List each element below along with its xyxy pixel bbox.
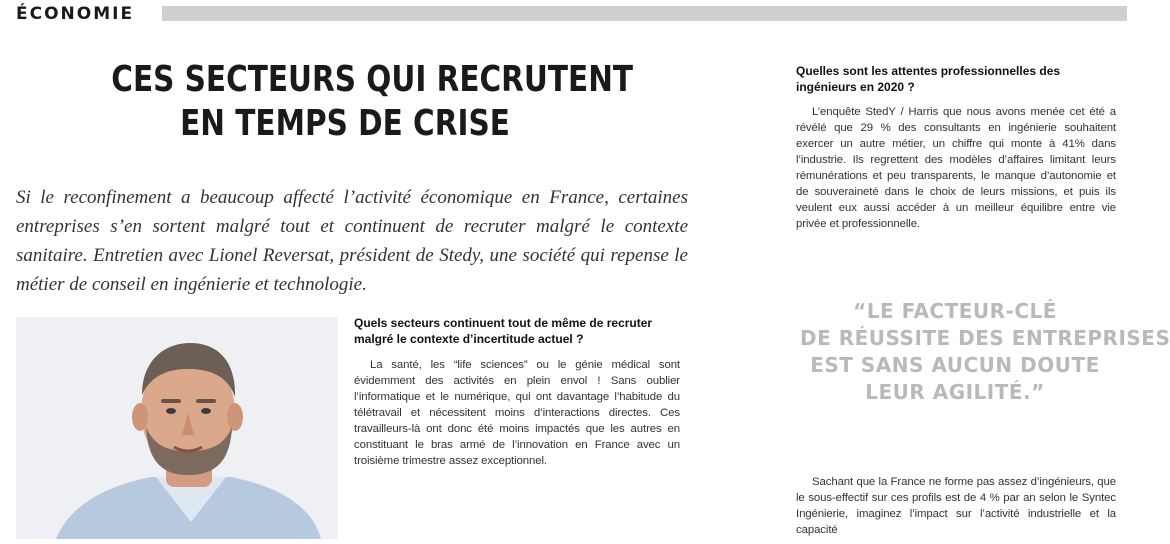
intro-paragraph: Si le reconfinement a beaucoup affecté l’activité économique en France, certaines entreprises s’en sortent malgré tout et continuent de recruter malgré le contexte sanitaire. Entretien avec Lionel Reversat, président de Stedy, une société qui repense le métier de conseil en ingénierie et technologie. [16, 187, 688, 295]
pull-quote-line-1: “LE FACTEUR-CLÉ [853, 299, 1057, 323]
continuation-text: Sachant que la France ne forme pas assez d’ingénieurs, que le sous-effectif sur ces profils est de 4 % par an selon le Syntec Ingénierie, imaginez l’impact sur l’activité industrielle et la capacité [796, 476, 1116, 536]
question-1-title: Quels secteurs continuent tout de même de recruter malgré le contexte d’incertitude actuel ? [354, 316, 653, 346]
pull-quote-line-2: DE RÉUSSITE DES ENTREPRISES [800, 326, 1170, 350]
portrait-photo [16, 317, 338, 539]
portrait-illustration [16, 317, 338, 539]
section-bar [162, 6, 1127, 21]
answer-2-text: L’enquête StedY / Harris que nous avons menée cet été a révélé que 29 % des consultants en ingénierie souhaitent exercer un autre métier, un chiffre qui monte à 41% dans l’industrie. Ils regrettent des modèles d’affaires limitant leurs rémunérations et peu transparents, le manque d’autonomie et de souveraineté dans le choix de leurs missions, et puis ils veulent eux aussi accéder à un meilleur équilibre entre vie privée et professionnelle. [796, 106, 1116, 230]
pull-quote-line-4: LEUR AGILITÉ.” [865, 380, 1045, 404]
title-line-2: EN TEMPS DE CRISE [180, 103, 510, 144]
pull-quote [800, 298, 1170, 406]
title-line-1: CES SECTEURS QUI RECRUTENT [111, 59, 634, 100]
section-label: ÉCONOMIE [16, 4, 135, 24]
page-title [111, 58, 634, 146]
answer-1-text: La santé, les “life sciences” ou le génie médical sont évidemment des activités en plein envol ! Sans oublier l’informatique et le numérique, qui ont davantage l’habitude du télétravail et nécessitent moins d’interactions directes. Ces travailleurs-là ont donc été moins impactés que les autres en constituant le bras armé de l’innovation en France avec un troisième trimestre assez exceptionnel. [354, 359, 680, 467]
question-2-title: Quelles sont les attentes professionnelles des ingénieurs en 2020 ? [796, 64, 1061, 94]
pull-quote-line-3: EST SANS AUCUN DOUTE [810, 353, 1100, 377]
